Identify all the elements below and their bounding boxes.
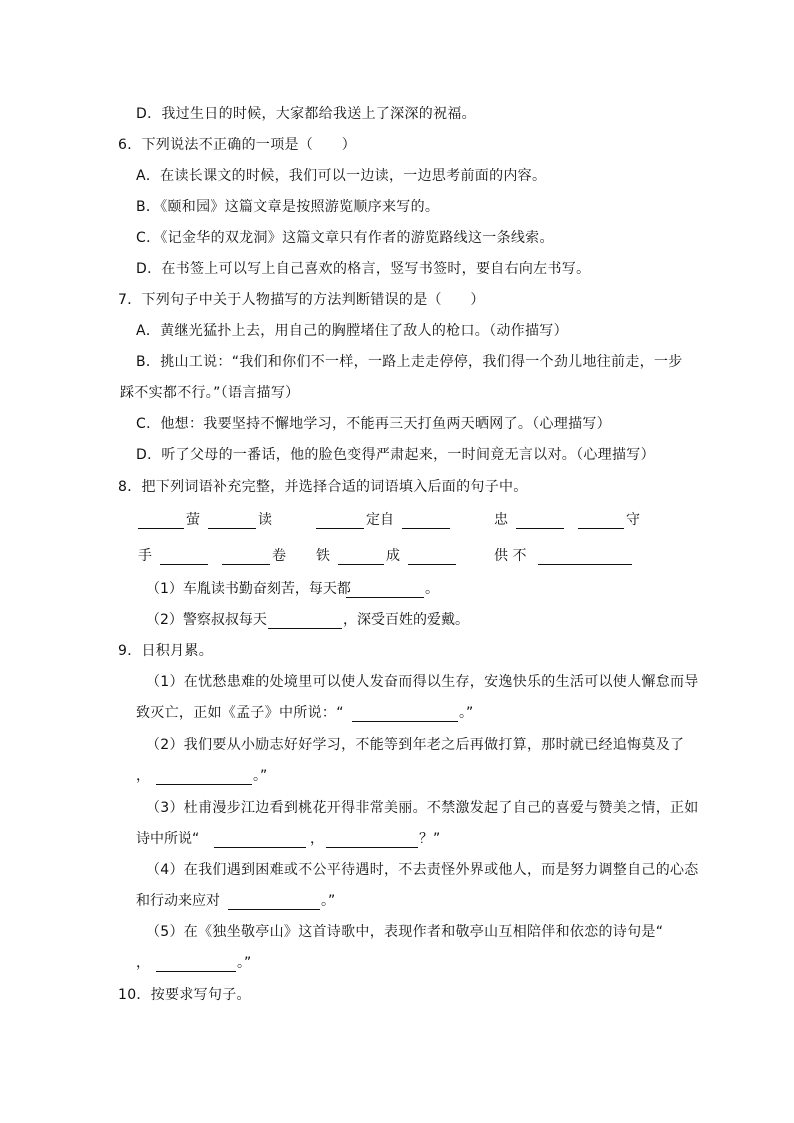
q6-stem: 6．下列说法不正确的一项是（ ）: [118, 137, 357, 153]
q7-stem: 7．下列句子中关于人物描写的方法判断错误的是（ ）: [118, 292, 485, 308]
q9-item-1-end: 。”: [459, 705, 474, 721]
q8-word-char: 守: [626, 512, 640, 528]
q8-word-char: 忠: [494, 512, 508, 528]
q9-item-3-cont: 诗中所说“: [136, 831, 200, 847]
q8-blank[interactable]: [578, 528, 624, 529]
q6-option-d: D．在书签上可以写上自己喜欢的格言，竖写书签时，要自右向左书写。: [136, 261, 591, 277]
q9-item-3-comma: ，: [310, 831, 324, 847]
q9-item-5-cont: ，: [136, 955, 150, 971]
q9-item-5: （5）在《独坐敬亭山》这首诗歌中，表现作者和敬亭山互相陪伴和依恋的诗句是“: [146, 924, 664, 940]
q6-option-a: A．在读长课文的时候，我们可以一边读，一边思考前面的内容。: [136, 168, 547, 184]
q7-option-b-cont: 踩不实都不行。”（语言描写）: [120, 385, 300, 401]
q8-sentence-2: （2）警察叔叔每天: [146, 612, 267, 628]
q7-option-c: C．他想：我要坚持不懈地学习，不能再三天打鱼两天晒网了。（心理描写）: [136, 416, 611, 432]
q9-item-2-blank[interactable]: [156, 784, 252, 785]
q9-item-3-blank-1[interactable]: [214, 847, 306, 848]
q8-word-char: 卷: [272, 548, 286, 564]
q8-blank[interactable]: [316, 528, 364, 529]
q9-item-4-cont: 和行动来应对: [136, 893, 220, 909]
q8-blank[interactable]: [538, 564, 632, 565]
q7-option-b: B．挑山工说：“我们和你们不一样，一路上走走停停，我们得一个劲儿地往前走，一步: [136, 354, 683, 370]
q8-blank[interactable]: [208, 528, 256, 529]
q8-stem: 8．把下列词语补充完整，并选择合适的词语填入后面的句子中。: [118, 479, 528, 495]
q8-sentence-1: （1）车胤读书勤奋刻苦，每天都: [146, 581, 351, 597]
q9-item-5-blank[interactable]: [156, 971, 236, 972]
q5-option-d: D．我过生日的时候，大家都给我送上了深深的祝福。: [136, 106, 476, 122]
q9-item-2: （2）我们要从小励志好好学习，不能等到年老之后再做打算，那时就已经追悔莫及了: [146, 737, 685, 753]
q9-item-4: （4）在我们遇到困难或不公平待遇时，不去责怪外界或他人，而是努力调整自己的心态: [146, 862, 699, 878]
q8-word-char: 成: [386, 548, 400, 564]
q9-stem: 9．日积月累。: [118, 643, 214, 659]
q8-blank[interactable]: [222, 564, 270, 565]
q8-sentence-1-blank[interactable]: [346, 597, 424, 598]
q8-sentence-1-end: 。: [425, 581, 439, 597]
q9-item-1-cont: 致灭亡，正如《孟子》中所说：“: [136, 705, 344, 721]
q9-item-1: （1）在忧愁患难的处境里可以使人发奋而得以生存，安逸快乐的生活可以使人懈怠而导: [146, 674, 699, 690]
q8-blank[interactable]: [160, 564, 208, 565]
q9-item-3: （3）杜甫漫步江边看到桃花开得非常美丽。不禁激发起了自己的喜爱与赞美之情，正如: [146, 800, 699, 816]
q9-item-2-cont: ，: [136, 768, 150, 784]
q9-item-3-end: ？”: [419, 831, 441, 847]
q8-word-char: 铁: [316, 548, 330, 564]
q10-stem: 10．按要求写句子。: [118, 987, 251, 1003]
q8-blank[interactable]: [516, 528, 564, 529]
q8-word-char: 读: [258, 512, 272, 528]
q8-blank[interactable]: [402, 528, 450, 529]
q8-word-char: 手: [138, 548, 152, 564]
q8-blank[interactable]: [138, 528, 184, 529]
q8-blank[interactable]: [408, 564, 456, 565]
q8-word-char: 供 不: [494, 548, 527, 564]
q6-option-c: C．《记金华的双龙洞》这篇文章只有作者的游览路线这一条线索。: [136, 230, 554, 246]
q9-item-2-end: 。”: [253, 768, 268, 784]
q8-sentence-2-blank[interactable]: [268, 628, 342, 629]
q9-item-1-blank[interactable]: [352, 721, 458, 722]
q8-word-char: 萤: [186, 512, 200, 528]
q8-blank[interactable]: [338, 564, 384, 565]
q9-item-4-blank[interactable]: [228, 909, 320, 910]
q9-item-5-end: 。”: [237, 955, 252, 971]
q9-item-3-blank-2[interactable]: [326, 847, 418, 848]
q9-item-4-end: 。”: [321, 893, 336, 909]
q7-option-d: D．听了父母的一番话，他的脸色变得严肃起来，一时间竟无言以对。（心理描写）: [136, 447, 655, 463]
q7-option-a: A．黄继光猛扑上去，用自己的胸膛堵住了敌人的枪口。（动作描写）: [136, 323, 568, 339]
q6-option-b: B．《颐和园》这篇文章是按照游览顺序来写的。: [136, 199, 440, 215]
q8-sentence-2-end: ，深受百姓的爱戴。: [343, 612, 469, 628]
q8-word-char: 定自: [366, 512, 394, 528]
